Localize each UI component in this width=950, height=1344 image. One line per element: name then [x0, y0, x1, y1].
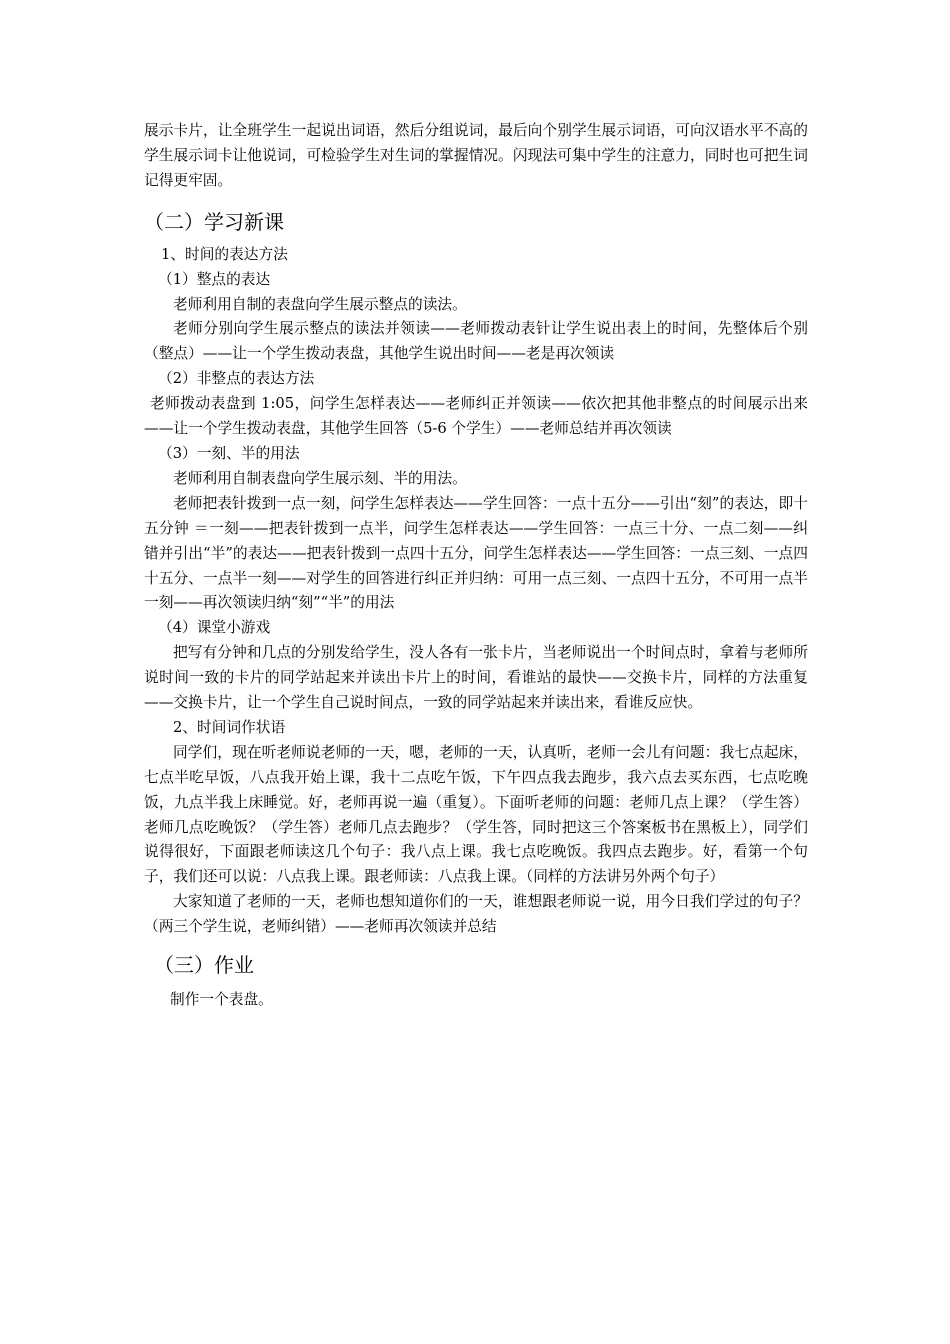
item-paragraph: 老师拨动表盘到 1:05，问学生怎样表达——老师纠正并领读——依次把其他非整点的时间展示出来——让一个学生拨动表盘，其他学生回答（5-6 个学生）——老师总结并再次领读 — [144, 395, 808, 438]
item-paragraph: 老师利用自制的表盘向学生展示整点的读法。 — [173, 295, 467, 313]
homework-paragraph: 制作一个表盘。 — [170, 991, 273, 1009]
subsection-title-time-expression: 1、时间的表达方法 — [161, 245, 288, 263]
section-heading-homework: （三）作业 — [154, 953, 254, 978]
subsection-title-time-adverbial: 2、时间词作状语 — [173, 718, 286, 736]
item-paragraph: 同学们，现在听老师说老师的一天，嗯，老师的一天，认真听，老师一会儿有问题：我七点起床，七点半吃早饭，八点我开始上课，我十二点吃午饭，下午四点我去跑步，我六点去买东西，七点吃晚饭，九点半我上床睡觉。好，老师再说一遍（重复）。下面听老师的问题：老师几点上课？（学生答）老师几点吃晚饭？（学生答）老师几点去跑步？（学生答，同时把这三个答案板书在黑板上），同学们说得很好，下面跟老师读这几个句子：我八点上课。我七点吃晚饭。我四点去跑步。好，看第一个句子，我们还可以说：八点我上课。跟老师读：八点我上课。（同样的方法讲另外两个句子） — [144, 743, 808, 886]
section-heading-new-lesson: （二）学习新课 — [144, 209, 284, 234]
item-paragraph: 老师把表针拨到一点一刻，问学生怎样表达——学生回答：一点十五分——引出“刻”的表达，即十五分钟 ＝一刻——把表针拨到一点半，问学生怎样表达——学生回答：一点三十分、一点二刻——纠错并引出“半”的表达——把表针拨到一点四十五分，问学生怎样表达——学生回答：一点三刻、一点四十五分、一点半一刻——对学生的回答进行纠正并归纳：可用一点三刻、一点四十五分，不可用一点半一刻——再次领读归纳“刻”“半”的用法 — [144, 494, 808, 612]
item-paragraph: 老师分别向学生展示整点的读法并领读——老师拨动表针让学生说出表上的时间，先整体后个别（整点）——让一个学生拨动表盘，其他学生说出时间——老是再次领读 — [144, 320, 808, 363]
document-page — [144, 119, 808, 1013]
item-paragraph: 把写有分钟和几点的分别发给学生，没人各有一张卡片，当老师说出一个时间点时，拿着与老师所说时间一致的卡片的同学站起来并读出卡片上的时间，看谁站的最快——交换卡片，同样的方法重复——交换卡片，让一个学生自己说时间点，一致的同学站起来并读出来，看谁反应快。 — [144, 644, 808, 712]
item-title-class-game: （4）课堂小游戏 — [158, 619, 271, 637]
intro-paragraph: 展示卡片，让全班学生一起说出词语，然后分组说词，最后向个别学生展示词语，可向汉语水平不高的学生展示词卡让他说词，可检验学生对生词的掌握情况。闪现法可集中学生的注意力，同时也可把生词记得更牢固。 — [144, 122, 808, 189]
item-title-quarter-half: （3）一刻、半的用法 — [158, 444, 300, 462]
item-paragraph: 老师利用自制表盘向学生展示刻、半的用法。 — [173, 469, 467, 487]
item-title-non-whole-hour: （2）非整点的表达方法 — [158, 370, 315, 388]
item-paragraph: 大家知道了老师的一天，老师也想知道你们的一天，谁想跟老师说一说，用今日我们学过的句子？（两三个学生说，老师纠错）——老师再次领读并总结 — [144, 893, 808, 936]
item-title-whole-hour: （1）整点的表达 — [158, 270, 271, 288]
